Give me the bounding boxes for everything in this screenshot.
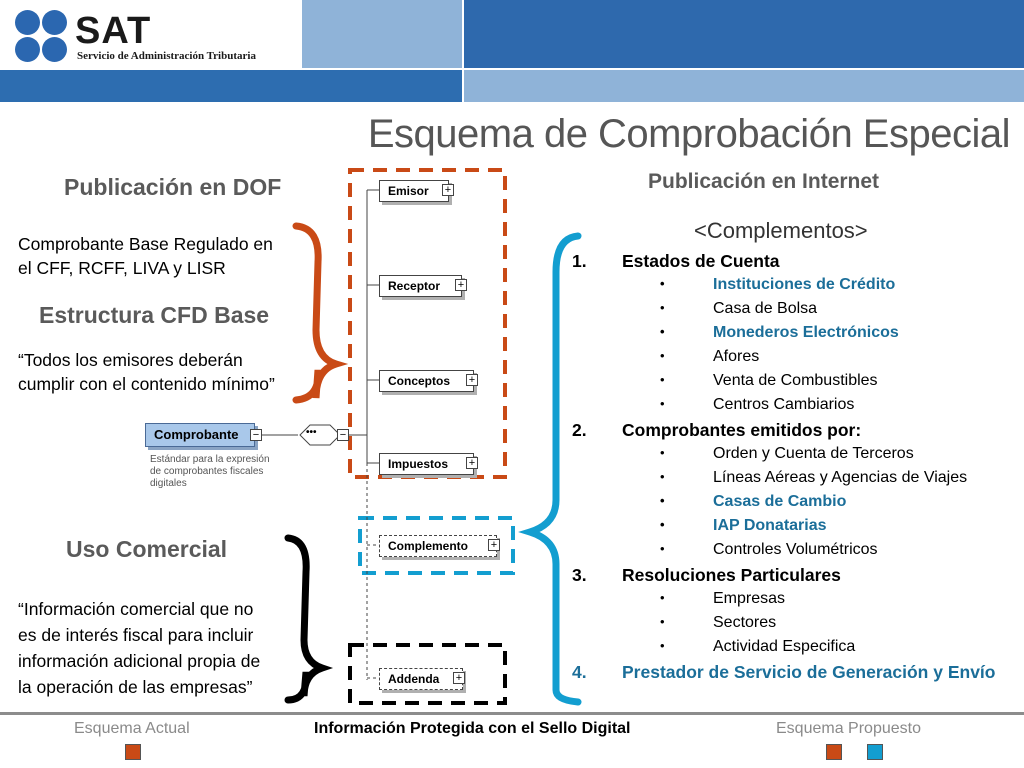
list-subitem-label: Instituciones de Crédito [713,276,896,293]
list-subitem-label: Controles Volumétricos [713,541,878,558]
base-structure-box [350,170,505,477]
bullet-icon: • [660,300,665,315]
expand-icon[interactable]: + [466,374,478,386]
list-item-number: 4. [572,662,587,682]
emisor-node[interactable] [379,180,449,202]
list-subitem-label: Actividad Especifica [713,638,856,655]
list-item-number: 3. [572,565,587,585]
bullet-icon: • [660,445,665,460]
bullet-icon: • [660,590,665,605]
comprobante-note [150,454,300,490]
internet-heading: Publicación en Internet [648,170,880,193]
node-label: Receptor [388,279,441,293]
list-subitem-label: IAP Donatarias [713,517,827,534]
uso-text-line: “Información comercial que no [18,599,254,619]
expand-icon[interactable]: + [466,457,478,469]
collapse-icon[interactable]: − [250,429,262,441]
list-subitem-label: Líneas Aéreas y Agencias de Viajes [713,469,968,486]
legend-red-square [826,744,842,760]
list-item-label: Resoluciones Particulares [622,565,841,585]
bullet-icon: • [660,517,665,532]
dof-text-line: el CFF, RCFF, LIVA y LISR [18,258,226,278]
bullet-icon: • [660,276,665,291]
uso-text-line: la operación de las empresas” [18,677,253,697]
cfd-text-line: “Todos los emisores deberán [18,350,243,370]
uso-text-line: información adicional propia de [18,651,261,671]
list-item-number: 2. [572,420,587,440]
list-subitem-label: Monederos Electrónicos [713,324,899,341]
red-brace-icon [296,226,336,400]
footer-center-label: Información Protegida con el Sello Digital [314,720,631,737]
node-label: Complemento [388,539,469,553]
black-brace-icon [288,538,322,700]
node-label: Addenda [388,672,440,686]
list-subitem-label: Venta de Combustibles [713,372,878,389]
list-subitem-label: Casa de Bolsa [713,300,818,317]
expand-icon[interactable]: + [488,539,500,551]
list-subitem-label: Afores [713,348,760,365]
expand-icon[interactable]: + [442,184,454,196]
footer-right-label: Esquema Propuesto [776,720,921,737]
comprobante-node[interactable]: Comprobante [145,423,255,447]
addenda-node[interactable] [379,668,463,690]
legend-blue-square [867,744,883,760]
bullet-icon: • [660,396,665,411]
uso-text-line: es de interés fiscal para incluir [18,625,254,645]
note-line: Estándar para la expresión [150,454,270,465]
cfd-heading: Estructura CFD Base [39,302,270,328]
list-item-number: 1. [572,251,587,271]
list-subitem-label: Sectores [713,614,777,631]
expand-icon[interactable]: + [455,279,467,291]
collapse-icon[interactable]: − [337,429,349,441]
node-label: Conceptos [388,374,451,388]
bullet-icon: • [660,469,665,484]
complementos-heading: <Complementos> [694,218,868,243]
list-item-label: Comprobantes emitidos por: [622,420,862,440]
list-subitem-label: Orden y Cuenta de Terceros [713,445,914,462]
node-label: Emisor [388,184,429,198]
list-subitem-label: Casas de Cambio [713,493,847,510]
expand-icon[interactable]: + [453,672,465,684]
page-title: Esquema de Comprobación Especial [367,112,1010,156]
node-label: Impuestos [388,457,449,471]
note-line: digitales [150,478,187,489]
dof-text-line: Comprobante Base Regulado en [18,234,273,254]
conceptos-node[interactable] [379,370,474,392]
bullet-icon: • [660,372,665,387]
bullet-icon: • [660,324,665,339]
blue-brace-icon [530,236,578,702]
list-subitem-label: Centros Cambiarios [713,396,855,413]
uso-heading: Uso Comercial [66,536,228,562]
bullet-icon: • [660,541,665,556]
footer-left-label: Esquema Actual [74,720,190,737]
logo-subtitle: Servicio de Administración Tributaria [77,50,256,62]
bullet-icon: • [660,614,665,629]
receptor-node[interactable] [379,275,462,297]
logo-text: SAT [75,10,152,52]
note-line: de comprobantes fiscales [150,466,264,477]
list-item-label: Prestador de Servicio de Generación y Envío [622,662,996,682]
list-item-label: Estados de Cuenta [622,251,780,271]
dof-heading: Publicación en DOF [64,174,282,200]
cfd-text-line: cumplir con el contenido mínimo” [18,374,275,394]
legend-red-square [125,744,141,760]
bullet-icon: • [660,638,665,653]
bullet-icon: • [660,493,665,508]
impuestos-node[interactable] [379,453,474,475]
complemento-node[interactable] [379,535,497,557]
sequence-label: ••• [306,427,317,438]
list-subitem-label: Empresas [713,590,786,607]
bullet-icon: • [660,348,665,363]
